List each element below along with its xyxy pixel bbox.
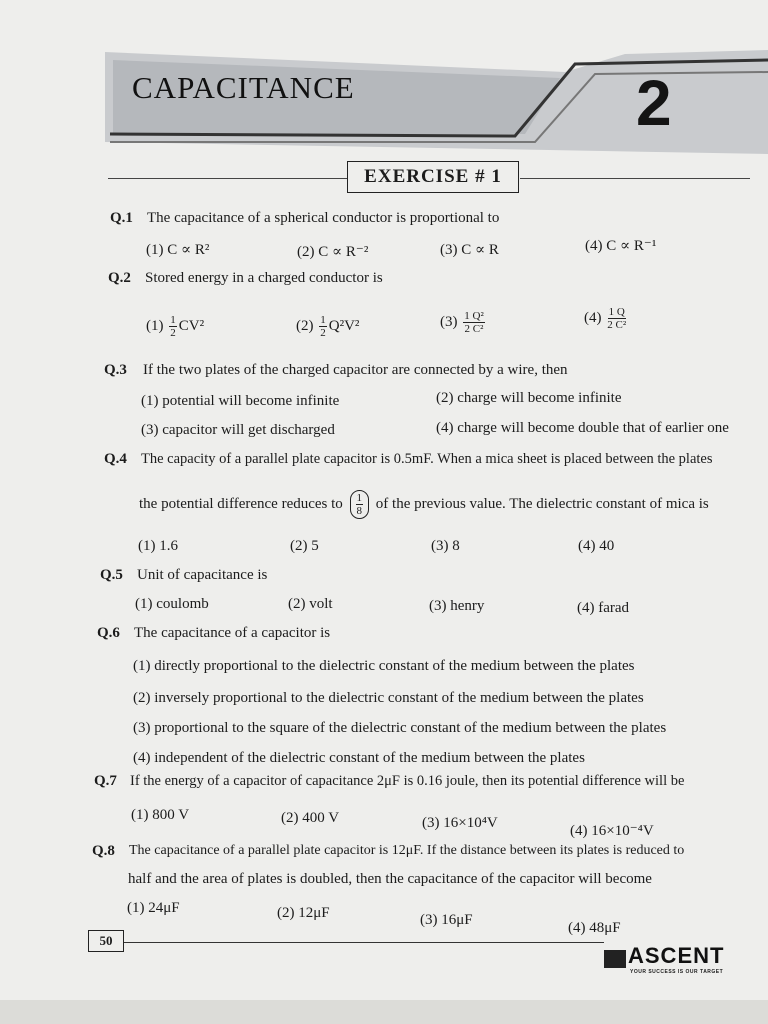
question-text: If the energy of a capacitor of capacitance 2μF is 0.16 joule, then its potential difference will be (130, 773, 685, 789)
question-number: Q.7 (94, 773, 117, 789)
option: (1) 1.6 (138, 538, 178, 554)
page-edge (0, 1000, 768, 1024)
option: (2) inversely proportional to the dielectric constant of the medium between the plates (133, 690, 644, 706)
option: (3) 8 (431, 538, 460, 554)
option: (2) 400 V (281, 810, 340, 826)
page-number: 50 (88, 930, 124, 952)
question-number: Q.4 (104, 451, 127, 467)
option: (3) C ∝ R (440, 242, 499, 258)
option: (2) 12μF (277, 905, 330, 921)
option: (3) proportional to the square of the dielectric constant of the medium between the plates (133, 720, 667, 736)
option: (4) farad (577, 600, 630, 616)
question-text: The capacitance of a spherical conductor is proportional to (147, 210, 500, 226)
brand-logo-icon (604, 950, 626, 968)
question-text: If the two plates of the charged capacitor are connected by a wire, then (143, 362, 568, 378)
brand-logo: ASCENT (628, 943, 725, 968)
question-text: The capacitance of a capacitor is (134, 625, 331, 641)
question-number: Q.8 (92, 843, 115, 859)
option: (1) C ∝ R² (146, 242, 210, 258)
option: (4) $\frac{1 Q}{\text{2 C²}}$ (584, 306, 627, 331)
question-text: The capacity of a parallel plate capacitor is 0.5mF. When a mica sheet is placed between the plates (141, 451, 713, 467)
question-number: Q.3 (104, 362, 127, 378)
question-text: Unit of capacitance is (137, 567, 268, 583)
chapter-title: CAPACITANCE (132, 70, 355, 105)
option: (1) coulomb (135, 596, 209, 612)
option: (3) $\frac{\text{1 Q²}}{\text{2 C²}}$ (440, 310, 484, 335)
question-number: Q.1 (110, 210, 133, 226)
option: (3) 16μF (420, 912, 473, 928)
option: (4) C ∝ R⁻¹ (585, 238, 657, 254)
option: (2) C ∝ R⁻² (297, 244, 369, 260)
question-number: Q.5 (100, 567, 123, 583)
option: (1) potential will become infinite (141, 393, 340, 409)
option: (2) charge will become infinite (436, 390, 622, 406)
option: (4) charge will become double that of earlier one (436, 420, 729, 436)
question-text-continued: the potential difference reduces to $\frac{1}{8}$ of the previous value. The dielectric constant of mica is (139, 492, 709, 517)
option: (2) volt (288, 596, 333, 612)
option: (1) $\frac{1}{2}$ CV² (146, 314, 205, 339)
chapter-number: 2 (636, 67, 672, 139)
option: (1) 24μF (127, 900, 180, 916)
option: (1) directly proportional to the dielectric constant of the medium between the plates (133, 658, 635, 674)
option: (3) henry (429, 598, 485, 614)
exercise-heading: EXERCISE # 1 (347, 161, 519, 193)
option: (4) 48μF (568, 920, 621, 936)
option: (3) capacitor will get discharged (141, 422, 335, 438)
question-text: Stored energy in a charged conductor is (145, 270, 383, 286)
option: (4) independent of the dielectric constant of the medium between the plates (133, 750, 585, 766)
option: (3) 16×10⁴V (422, 815, 498, 831)
divider-right (520, 178, 750, 179)
brand-tagline: YOUR SUCCESS IS OUR TARGET (630, 969, 724, 975)
divider-left (108, 178, 348, 179)
footer-divider (124, 942, 604, 943)
option: (4) 40 (578, 538, 615, 554)
question-number: Q.2 (108, 270, 131, 286)
option: (4) 16×10⁻⁴V (570, 823, 654, 839)
question-text-continued: half and the area of plates is doubled, then the capacitance of the capacitor will become (128, 871, 652, 887)
option: (2) 5 (290, 538, 319, 554)
question-text: The capacitance of a parallel plate capacitor is 12μF. If the distance between its plates is reduced to (129, 843, 685, 858)
question-number: Q.6 (97, 625, 120, 641)
option: (2) $\frac{1}{2}$ Q²V² (296, 314, 360, 339)
option: (1) 800 V (131, 807, 190, 823)
